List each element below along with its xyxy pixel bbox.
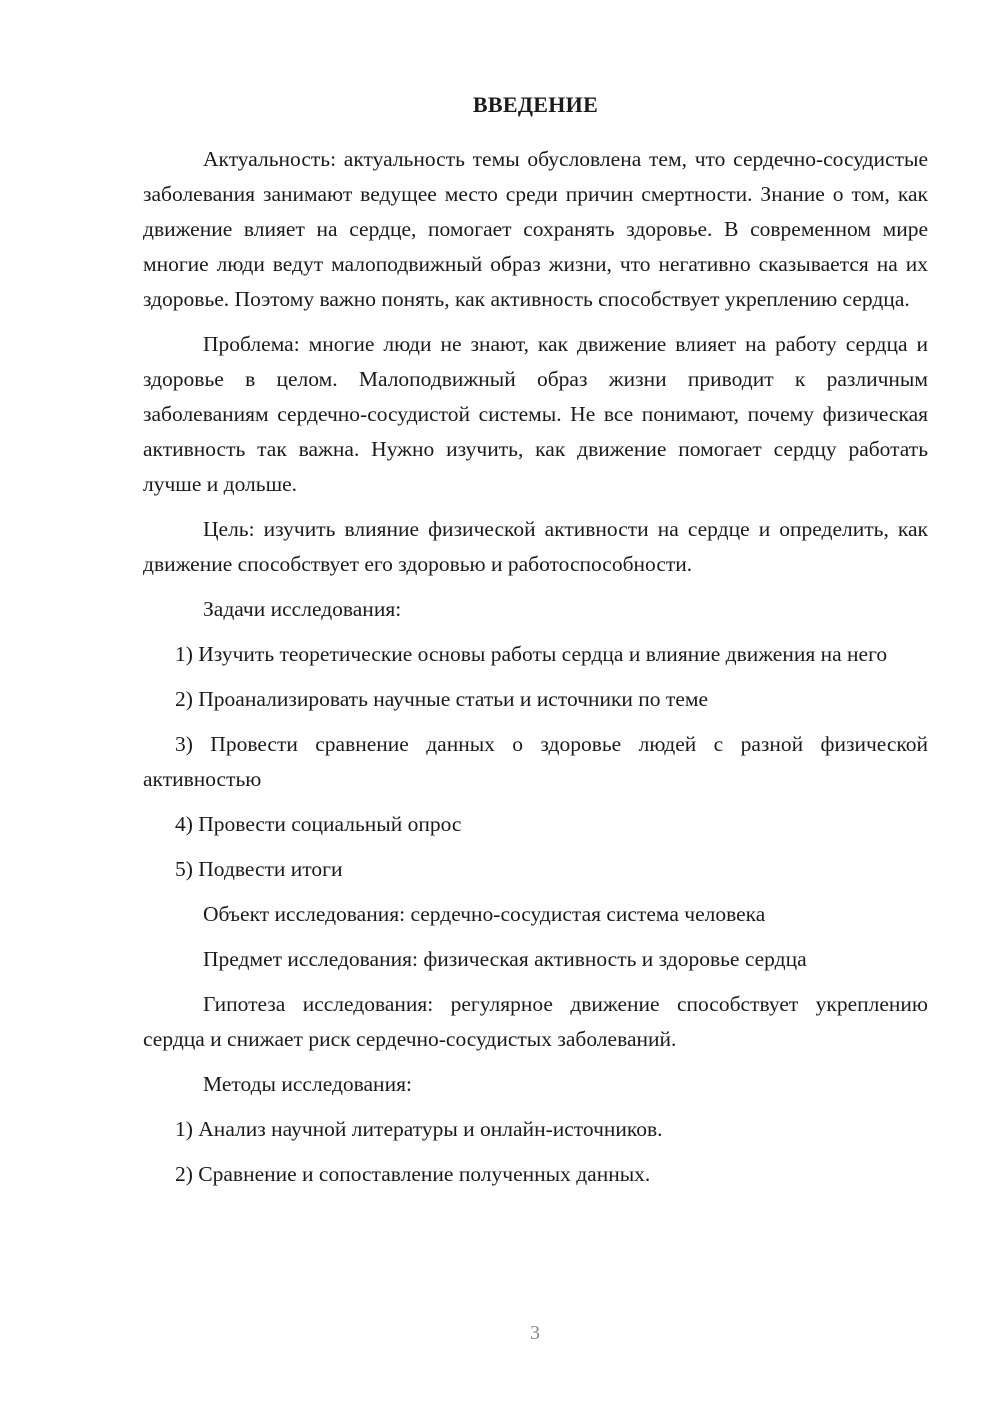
object-paragraph: Объект исследования: сердечно-сосудистая система человека xyxy=(203,902,766,926)
subject-paragraph: Предмет исследования: физическая активность и здоровье сердца xyxy=(203,947,807,971)
problem-paragraph: Проблема: многие люди не знают, как движение влияет на работу сердца и здоровье в целом. Малоподвижный образ жизни приводит к различным заболеваниям сердечно-сосудистой системы. Не все понимают, почему физическая активность так важна. Нужно изучить, как движение помогает сердцу работать лучше и дольше. xyxy=(143,332,928,496)
page-title: ВВЕДЕНИЕ xyxy=(472,92,599,117)
method-item-2: 2) Сравнение и сопоставление полученных данных. xyxy=(175,1162,651,1186)
goal-paragraph: Цель: изучить влияние физической активности на сердце и определить, как движение способствует его здоровью и работоспособности. xyxy=(143,517,928,576)
document-page xyxy=(143,90,928,1192)
hypothesis-paragraph: Гипотеза исследования: регулярное движение способствует укреплению сердца и снижает риск сердечно-сосудистых заболеваний. xyxy=(143,992,928,1051)
tasks-title: Задачи исследования: xyxy=(203,597,402,621)
method-item-1: 1) Анализ научной литературы и онлайн-источников. xyxy=(175,1117,663,1141)
task-item-5: 5) Подвести итоги xyxy=(175,857,343,881)
methods-title: Методы исследования: xyxy=(203,1072,412,1096)
task-item-2: 2) Проанализировать научные статьи и источники по теме xyxy=(175,687,709,711)
task-item-3: 3) Провести сравнение данных о здоровье людей с разной физической активностью xyxy=(143,732,928,791)
relevance-paragraph: Актуальность: актуальность темы обусловлена тем, что сердечно-сосудистые заболевания занимают ведущее место среди причин смертности. Знание о том, как движение влияет на сердце, помогает сохранять здоровье. В современном мире многие люди ведут малоподвижный образ жизни, что негативно сказывается на их здоровье. Поэтому важно понять, как активность способствует укреплению сердца. xyxy=(143,147,928,311)
page-number: 3 xyxy=(530,1322,540,1344)
task-item-4: 4) Провести социальный опрос xyxy=(175,812,462,836)
task-item-1: 1) Изучить теоретические основы работы сердца и влияние движения на него xyxy=(175,642,888,666)
